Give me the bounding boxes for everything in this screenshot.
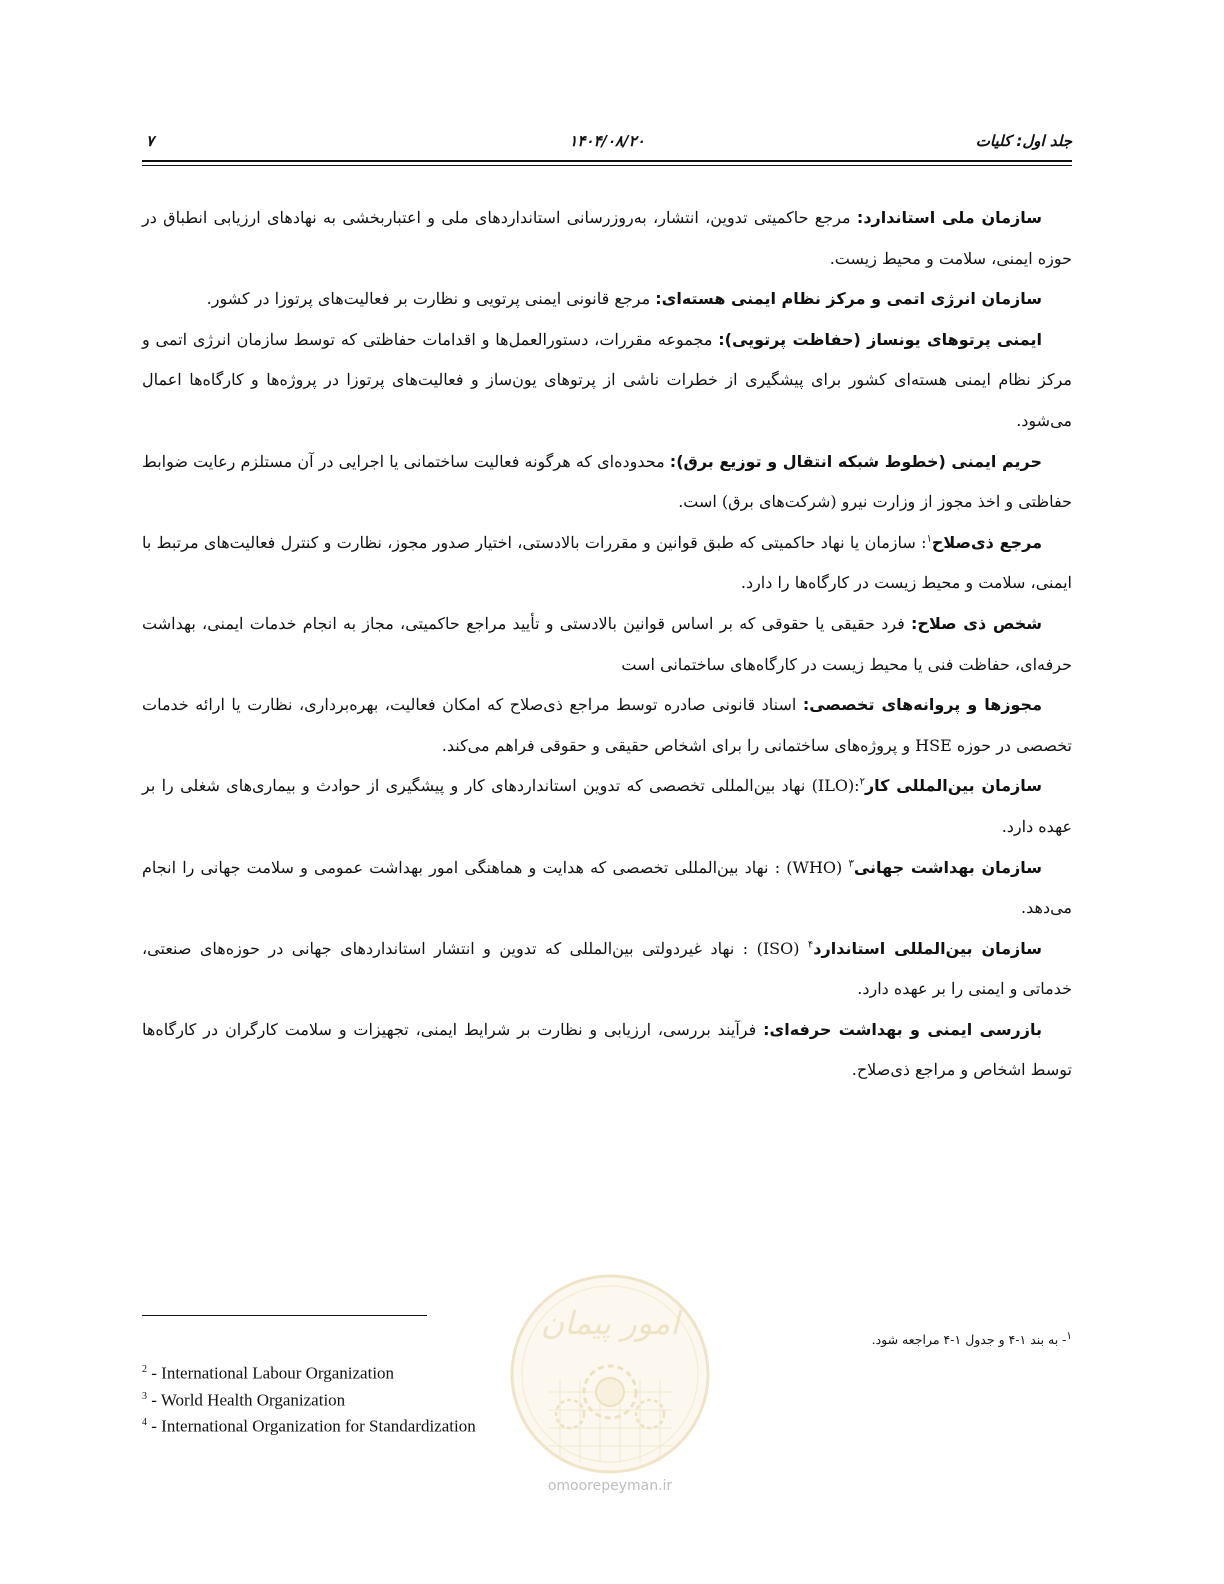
definition-term: سازمان انرژی اتمی و مرکز نظام ایمنی هسته‌ای: bbox=[655, 289, 1042, 309]
definition-paragraph bbox=[142, 279, 1072, 320]
definition-paragraph bbox=[142, 320, 1072, 442]
footnote-number: ۱ bbox=[1066, 1330, 1072, 1342]
footnote-ref[interactable]: ۳ bbox=[848, 858, 854, 870]
header-rule-thin bbox=[142, 165, 1072, 166]
footnote-text: - World Health Organization bbox=[147, 1390, 346, 1410]
footnote-item bbox=[142, 1358, 476, 1385]
definition-paragraph bbox=[142, 523, 1072, 604]
definition-paragraph bbox=[142, 766, 1072, 847]
svg-text:امور پیمان: امور پیمان bbox=[540, 1304, 680, 1342]
page-header bbox=[142, 128, 1072, 154]
footnote-text: - International Organization for Standardization bbox=[147, 1416, 476, 1436]
definition-term: سازمان ملی استاندارد: bbox=[856, 208, 1042, 227]
definition-paragraph bbox=[142, 1010, 1072, 1091]
definition-term: ایمنی پرتوهای یونساز (حفاظت پرتویی): bbox=[718, 329, 1043, 349]
header-date: ۱۴۰۴/۰۸/۲۰ bbox=[569, 132, 645, 150]
footnote-ref[interactable]: ۱ bbox=[926, 533, 932, 545]
definition-paragraph bbox=[142, 848, 1072, 929]
header-rule-thick bbox=[142, 160, 1072, 162]
definition-text: مجموعه مقررات، دستورالعمل‌ها و اقدامات حفاظتی که توسط سازمان انرژی اتمی و مرکز نظام ایمنی هسته‌ای کشور برای پیشگیری از خطرات ناشی از پرتوهای یون‌ساز و فعالیت‌های پرتوزا در پروژه‌ها و کارگاه‌ها اعمال می‌شود. bbox=[142, 329, 1072, 430]
footnotes-english bbox=[142, 1358, 476, 1438]
definitions-body bbox=[142, 198, 1072, 1091]
definition-term: حریم ایمنی (خطوط شبکه انتقال و توزیع برق): bbox=[669, 451, 1043, 471]
definition-paragraph bbox=[142, 198, 1072, 279]
definition-paragraph bbox=[142, 929, 1072, 1010]
page-number: ۷ bbox=[146, 132, 155, 150]
definition-term: سازمان بهداشت جهانی bbox=[853, 857, 1042, 877]
footnote-text: - International Labour Organization bbox=[147, 1363, 395, 1383]
footnote-number: 4 bbox=[142, 1417, 147, 1429]
definition-term: سازمان بین‌المللی کار bbox=[864, 776, 1043, 796]
definition-text: فرد حقیقی یا حقوقی که بر اساس قوانین بالادستی و تأیید مراجع حاکمیتی، مجاز به انجام خدمات ایمنی، بهداشت حرفه‌ای، حفاظت فنی یا محیط زیست در کارگاه‌های ساختمانی است bbox=[142, 613, 1072, 674]
footnote-separator bbox=[142, 1315, 427, 1316]
footnote-number: 3 bbox=[142, 1390, 147, 1402]
definition-term: سازمان بین‌المللی استاندارد bbox=[813, 938, 1043, 958]
definition-text: مرجع قانونی ایمنی پرتویی و نظارت بر فعالیت‌های پرتوزا در کشور. bbox=[206, 289, 656, 309]
watermark-url: omoorepeyman.ir bbox=[547, 1478, 673, 1494]
footnote-persian bbox=[872, 1330, 1072, 1347]
definition-text: :(ILO) نهاد بین‌المللی تخصصی که تدوین استانداردهای کار و پیشگیری از حوادث و بیماری‌های شغلی را بر عهده دارد. bbox=[142, 776, 1072, 836]
definition-term: مرجع ذی‌صلاح bbox=[931, 532, 1042, 552]
definition-term: شخص ذی صلاح: bbox=[911, 613, 1042, 633]
definition-term: بازرسی ایمنی و بهداشت حرفه‌ای: bbox=[763, 1019, 1042, 1039]
definition-paragraph bbox=[142, 685, 1072, 766]
definition-term: مجوزها و پروانه‌های تخصصی: bbox=[802, 695, 1042, 715]
footnote-ref[interactable]: ۲ bbox=[859, 776, 865, 788]
footnote-item bbox=[142, 1411, 476, 1438]
definition-text: (WHO) : نهاد بین‌المللی تخصصی که هدایت و هماهنگی امور بهداشت عمومی و سلامت جهانی را انجام می‌دهد. bbox=[142, 857, 1072, 918]
definition-text: محدوده‌ای که هرگونه فعالیت ساختمانی یا اجرایی در آن مستلزم رعایت ضوابط حفاظتی و اخذ مجوز از وزارت نیرو (شرکت‌های برق) است. bbox=[142, 451, 1072, 512]
definition-paragraph bbox=[142, 442, 1072, 523]
volume-title: جلد اول: کلیات bbox=[975, 132, 1072, 150]
definition-text: : سازمان یا نهاد حاکمیتی که طبق قوانین و مقررات بالادستی، اختیار صدور مجوز، نظارت و کنترل فعالیت‌های مرتبط با ایمنی، سلامت و محیط زیست در کارگاه‌ها را دارد. bbox=[142, 532, 1072, 593]
definition-text: مرجع حاکمیتی تدوین، انتشار، به‌روزرسانی استانداردهای ملی و اعتباربخشی به نهادهای ارزیابی انطباق در حوزه ایمنی، سلامت و محیط زیست. bbox=[142, 208, 1072, 268]
watermark-logo bbox=[498, 1272, 722, 1502]
definition-paragraph bbox=[142, 604, 1072, 685]
footnote-item bbox=[142, 1385, 476, 1412]
definition-text: (ISO) : نهاد غیردولتی بین‌المللی که تدوین و انتشار استانداردهای جهانی در حوزه‌های صنعتی، خدماتی و ایمنی را بر عهده دارد. bbox=[142, 938, 1072, 999]
footnote-number: 2 bbox=[142, 1364, 147, 1375]
definition-text: فرآیند بررسی، ارزیابی و نظارت بر شرایط ایمنی، تجهیزات و سلامت کارگران در کارگاه‌ها توسط اشخاص و مراجع ذی‌صلاح. bbox=[142, 1019, 1072, 1080]
footnote-text: - به بند ۱-۴ و جدول ۱-۴ مراجعه شود. bbox=[871, 1332, 1067, 1348]
definition-text: اسناد قانونی صادره توسط مراجع ذی‌صلاح که امکان فعالیت، بهره‌برداری، نظارت یا ارائه خدمات تخصصی در حوزه HSE و پروژه‌های ساختمانی را برای اشخاص حقیقی و حقوقی فراهم می‌کند. bbox=[142, 695, 1072, 755]
footnote-ref[interactable]: ۴ bbox=[807, 939, 814, 951]
